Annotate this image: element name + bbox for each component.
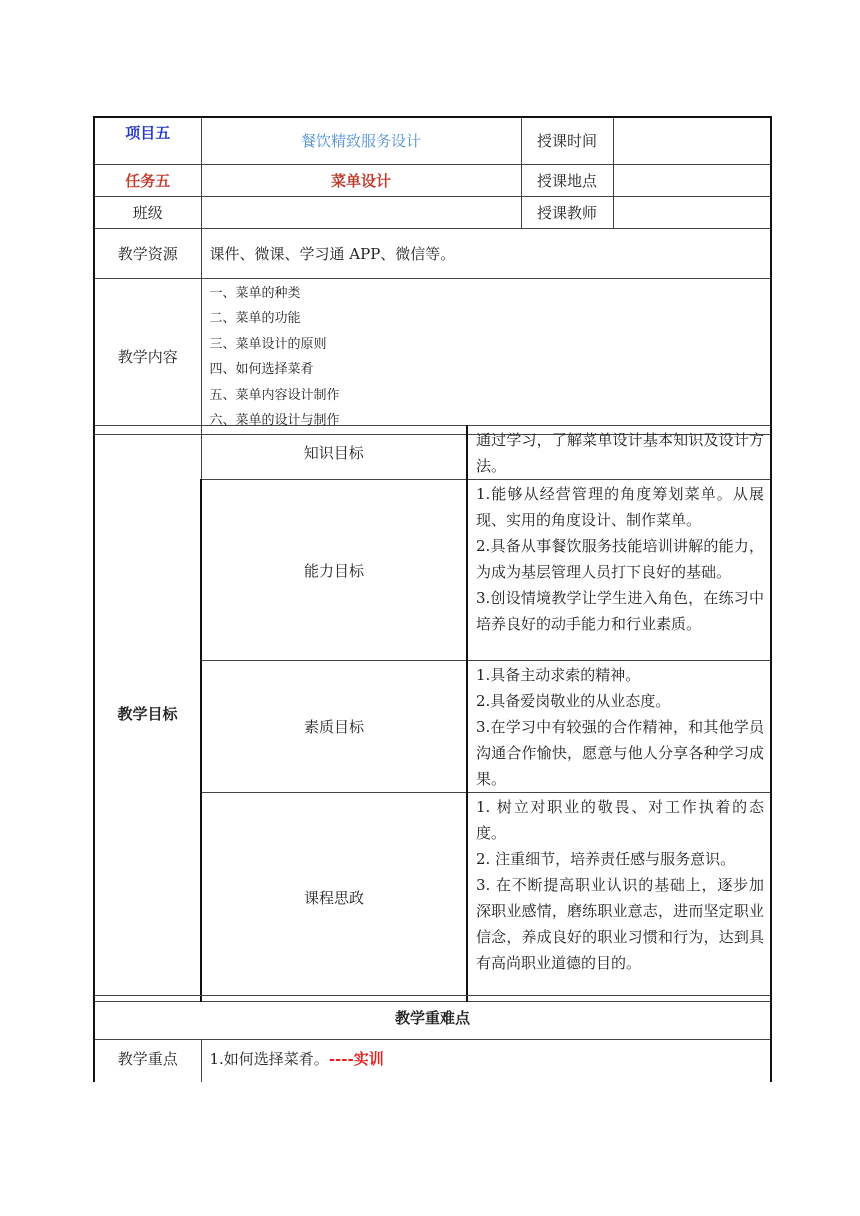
lesson-plan-grid [93, 116, 772, 435]
content-item: 三、菜单设计的原则 [209, 336, 327, 352]
class-value[interactable] [201, 196, 521, 228]
content-item: 二、菜单的功能 [209, 311, 301, 327]
row-resources [94, 228, 771, 278]
row-content [94, 278, 771, 435]
objectives-label: 教学目标 [94, 426, 201, 1002]
row-task [94, 164, 771, 196]
teacher-label: 授课教师 [521, 196, 613, 228]
objective-text: 1. 树立对职业的敬畏、对工作执着的态度。 2. 注重细节，培养责任感与服务意识。 3. 在不断提高职业认识的基础上，逐步加深职业感情，磨练职业意志，进而坚定职业 信念，养成良好的职业习惯和行为，达到具有高尚职业道德的目的。 [467, 793, 771, 1002]
continuation-cell [94, 1078, 201, 1082]
objective-row-knowledge [94, 426, 771, 480]
objective-text: 1.能够从经营管理的角度筹划菜单。从展现、实用的角度设计、制作菜单。 2.具备从事餐饮服务技能培训讲解的能力，为成为基层管理人员打下良好的基础。 3.创设情境教学让学生进入角色，在练习中培养良好的动手能力和行业素质。 [467, 480, 771, 661]
objective-text: 通过学习，了解菜单设计基本知识及设计方法。 [467, 426, 771, 480]
content-item: 一、菜单的种类 [209, 285, 301, 301]
objective-name: 课程思政 [201, 793, 467, 1002]
time-label: 授课时间 [521, 117, 613, 164]
place-value[interactable] [613, 164, 771, 196]
content-label: 教学内容 [94, 278, 201, 435]
project-title: 餐饮精致服务设计 [201, 117, 521, 164]
key-point-label: 教学重点 [94, 1040, 201, 1078]
objective-text: 1.具备主动求索的精神。 2.具备爱岗敬业的从业态度。 3.在学习中有较强的合作精神，和其他学员沟通合作愉快，愿意与他人分享各种学习成果。 [467, 661, 771, 793]
continuation-cell [201, 1078, 771, 1082]
content-list [201, 278, 771, 435]
row-project [94, 117, 771, 164]
content-item: 四、如何选择菜肴 [209, 362, 314, 378]
objective-name: 能力目标 [201, 480, 467, 661]
key-points-table [93, 995, 772, 1082]
objective-name: 素质目标 [201, 661, 467, 793]
task-title: 菜单设计 [201, 164, 521, 196]
key-points-header-row [94, 996, 771, 1040]
content-item: 六、菜单的设计与制作 [209, 413, 340, 429]
key-point-tag: ----实训 [328, 1050, 384, 1069]
key-point-text [201, 1040, 771, 1078]
resources-label: 教学资源 [94, 228, 201, 278]
content-item: 五、菜单内容设计制作 [209, 387, 340, 403]
task-label: 任务五 [94, 164, 201, 196]
row-class [94, 196, 771, 228]
place-label: 授课地点 [521, 164, 613, 196]
teacher-value[interactable] [613, 196, 771, 228]
resources-text: 课件、微课、学习通 APP、微信等。 [201, 228, 771, 278]
key-point-content: 1.如何选择菜肴。 [209, 1050, 329, 1069]
time-value[interactable] [613, 117, 771, 164]
class-label: 班级 [94, 196, 201, 228]
objective-name: 知识目标 [201, 426, 467, 480]
table-continuation [94, 1078, 771, 1082]
section-title: 教学重难点 [94, 996, 771, 1040]
key-point-row [94, 1040, 771, 1078]
project-label: 项目五 [94, 117, 201, 164]
objectives-table [93, 425, 772, 1002]
